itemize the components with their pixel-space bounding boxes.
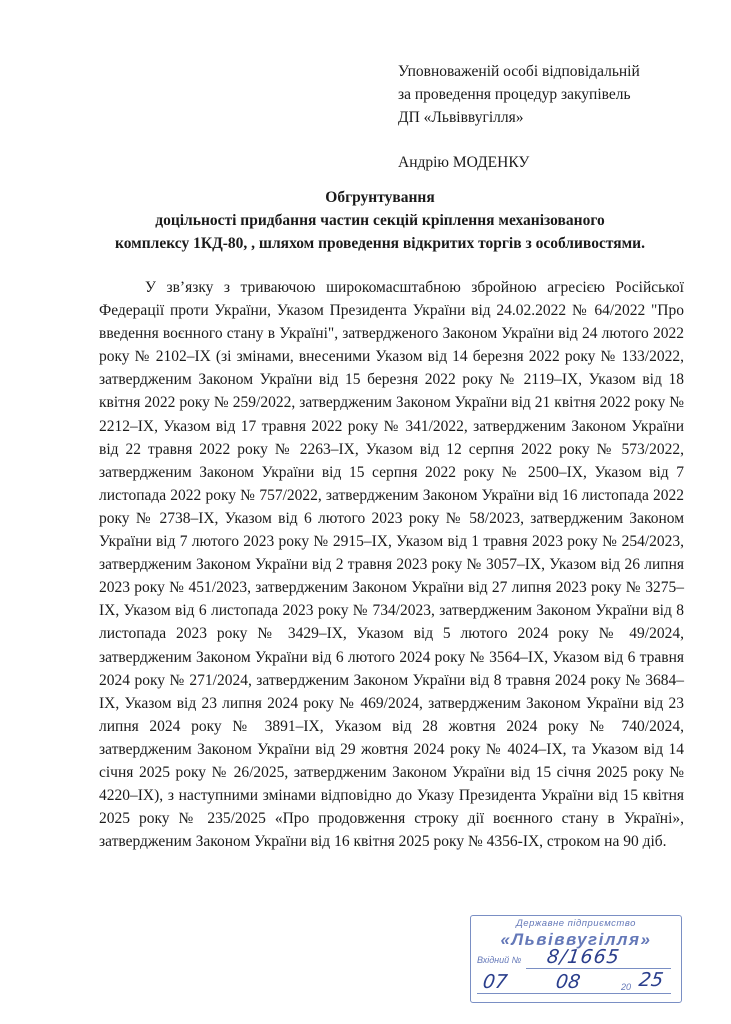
registration-stamp <box>470 915 682 1003</box>
stamp-incoming-label: Вхідний № <box>477 955 522 965</box>
addressee-line-2: за проведення процедур закупівель <box>398 86 631 103</box>
title-line-2: доцільності придбання частин секцій кріплення механізованого <box>155 212 605 229</box>
addressee-name: Андрію МОДЕНКУ <box>398 154 530 171</box>
stamp-company: «Львіввугілля» <box>500 930 652 949</box>
body-paragraph: У зв’язку з триваючою широкомасштабною збройною агресією Російської Федерації проти України, Указом Президента України від 24.02.2022 № 64/2022 "Про введення воєнного стану в Україні", затвердженого Законом України від 24 лютого 2022 року № 2102–IX (зі змінами, внесеними Указом від 14 березня 2022 року № 133/2022, затвердженим Законом України від 15 березня 2022 року № 2119–IX, Указом від 18 квітня 2022 року № 259/2022, затвердженим Законом України від 21 квітня 2022 року № 2212–IX, Указом від 17 травня 2022 року № 341/2022, затвердженим Законом України від 22 травня 2022 року № 2263–IX, Указом від 12 серпня 2022 року № 573/2022, затвердженим Законом України від 15 серпня 2022 року № 2500–IX, Указом від 7 листопада 2022 року № 757/2022, затвердженим Законом України від 16 листопада 2022 року № 2738–IX, Указом від 6 лютого 2023 року № 58/2023, затвердженим Законом України від 7 лютого 2023 року № 2915–IX, Указом від 1 травня 2023 року № 254/2023, затвердженим Законом України від 2 травня 2023 року № 3057–IX, Указом від 26 липня 2023 року № 451/2023, затвердженим Законом України від 27 липня 2023 року № 3275–IX, Указом від 6 листопада 2023 року № 734/2023, затвердженим Законом України від 8 листопада 2023 року № 3429–IX, Указом від 5 лютого 2024 року № 49/2024, затвердженим Законом України від 6 лютого 2024 року № 3564–IX, Указом від 6 травня 2024 року № 271/2024, затвердженим Законом України від 8 травня 2024 року № 3684–IX, Указом від 23 липня 2024 року № 469/2024, затвердженим Законом України від 23 липня 2024 року № 3891–IX, Указом від 28 жовтня 2024 року № 740/2024, затвердженим Законом України від 29 жовтня 2024 року № 4024–IX, та Указом від 14 січня 2025 року № 26/2025, затвердженим Законом України від 15 січня 2025 року № 4220–IX), з наступними змінами відповідно до Указу Президента України від 15 квітня 2025 року № 235/2025 «Про продовження строку дії воєнного стану в Україні», затвердженим Законом України від 16 квітня 2025 року № 4356-IX, строком на 90 діб. <box>99 279 684 851</box>
stamp-year-prefix: 20 <box>621 982 632 992</box>
document-title <box>60 186 700 255</box>
addressee-line-1: Уповноваженій особі відповідальній <box>398 63 640 80</box>
title-line-3: комплексу 1КД-80, , шляхом проведення відкритих торгів з особливостями. <box>115 235 645 252</box>
title-line-1: Обгрунтування <box>325 189 435 206</box>
stamp-org: Державне підприємство <box>516 918 636 929</box>
addressee-line-3: ДП «Львіввугілля» <box>398 109 524 126</box>
stamp-date-line <box>477 993 671 994</box>
stamp-day: 07 <box>481 971 509 993</box>
stamp-number: 8/1665 <box>545 946 622 968</box>
stamp-month: 08 <box>554 971 582 993</box>
addressee-block <box>398 60 698 174</box>
stamp-year: 25 <box>637 969 665 991</box>
